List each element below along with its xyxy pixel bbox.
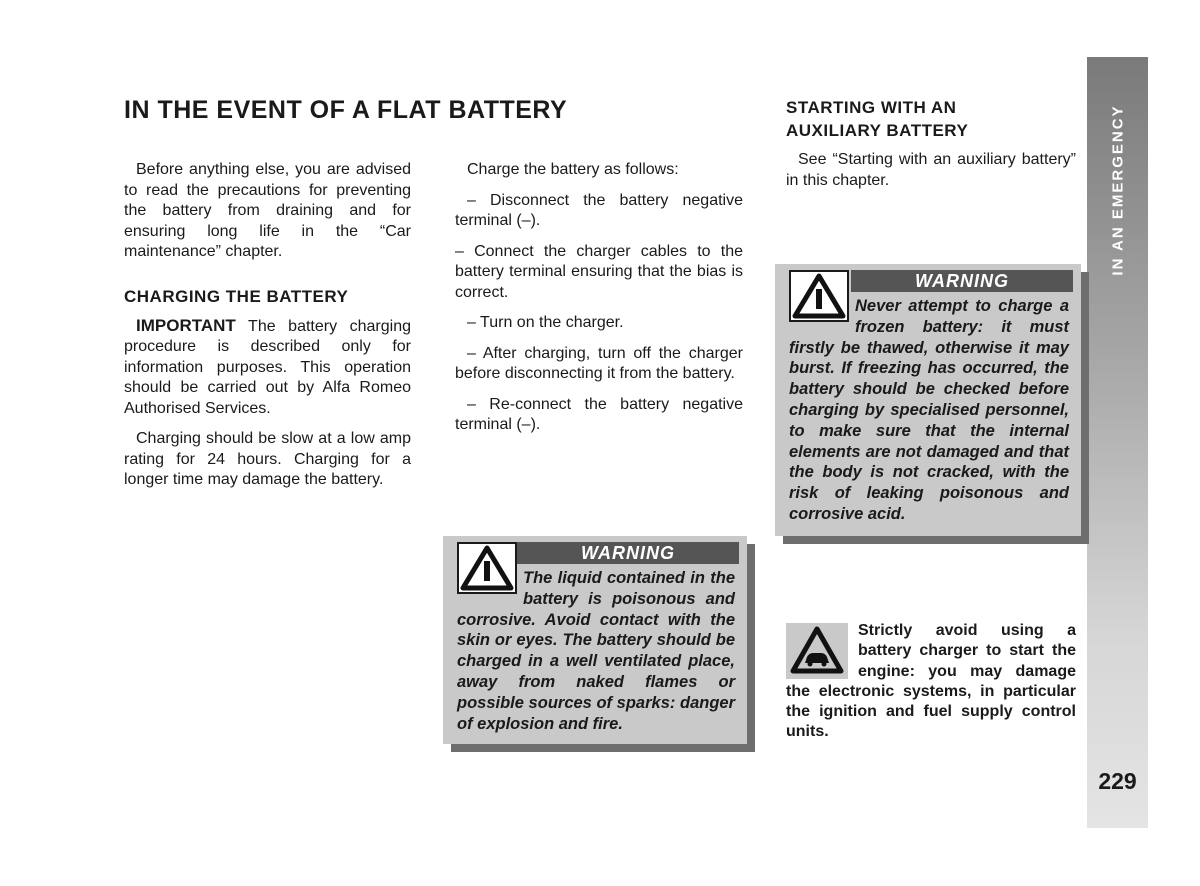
page-title: IN THE EVENT OF A FLAT BATTERY: [124, 96, 568, 124]
car-warning-icon: [786, 623, 848, 679]
caution-charger: [786, 621, 1076, 743]
warning-text: The liquid contained in the battery is poisonous and corrosive. Avoid contact with the skin or eyes. The battery should be charged in a well ventilated place, away from naked flames or possible sources of sparks: danger of explosion and fire.: [457, 569, 735, 733]
column-left: [124, 160, 411, 501]
step-item: – After charging, turn off the charger before disconnecting it from the battery.: [455, 344, 743, 382]
chapter-side-label: [1087, 100, 1148, 280]
column-right: [786, 96, 1076, 201]
warning-label: WARNING: [851, 270, 1073, 292]
step-item: – Connect the charger cables to the battery terminal ensuring that the bias is correct.: [455, 242, 743, 301]
warning-text: Never attempt to charge a frozen battery: it must firstly be thawed, otherwise it may burst. If freezing has occurred, the battery should be checked before charging by specialised personnel, to make sure that the internal elements are not damaged and that the body is not cracked, with the risk of leaking poisonous and corrosive acid.: [789, 297, 1069, 523]
chapter-name: IN AN EMERGENCY: [1109, 104, 1126, 276]
warning-box-liquid: [443, 536, 747, 744]
auxiliary-heading: STARTING WITH AN AUXILIARY BATTERY: [786, 98, 969, 140]
auxiliary-paragraph: See “Starting with an auxiliary battery” in this chapter.: [786, 151, 1076, 189]
warning-label: WARNING: [517, 542, 739, 564]
page-number: 229: [1098, 768, 1137, 794]
column-middle: [455, 160, 743, 446]
step-item: – Turn on the charger.: [467, 314, 624, 331]
steps-lead: Charge the battery as follows:: [467, 161, 679, 178]
important-paragraph: IMPORTANT The battery charging procedure is described only for information purposes. This operation should be carried out by Alfa Romeo Authorised Services.: [124, 315, 411, 417]
step-item: – Re-connect the battery negative terminal (–).: [455, 395, 743, 433]
important-label: IMPORTANT: [136, 315, 236, 335]
charging-heading: CHARGING THE BATTERY: [124, 286, 349, 306]
slow-charge-paragraph: Charging should be slow at a low amp rating for 24 hours. Charging for a longer time may damage the battery.: [124, 430, 411, 488]
intro-paragraph: Before anything else, you are advised to read the precautions for preventing the battery from draining and for ensuring long life in the “Car maintenance” chapter.: [124, 161, 411, 260]
step-item: – Disconnect the battery negative terminal (–).: [455, 191, 743, 229]
warning-box-frozen: [775, 264, 1081, 536]
caution-text: Strictly avoid using a battery charger to start the engine: you may damage the electronic systems, in particular the ignition and fuel supply control units.: [786, 622, 1076, 741]
